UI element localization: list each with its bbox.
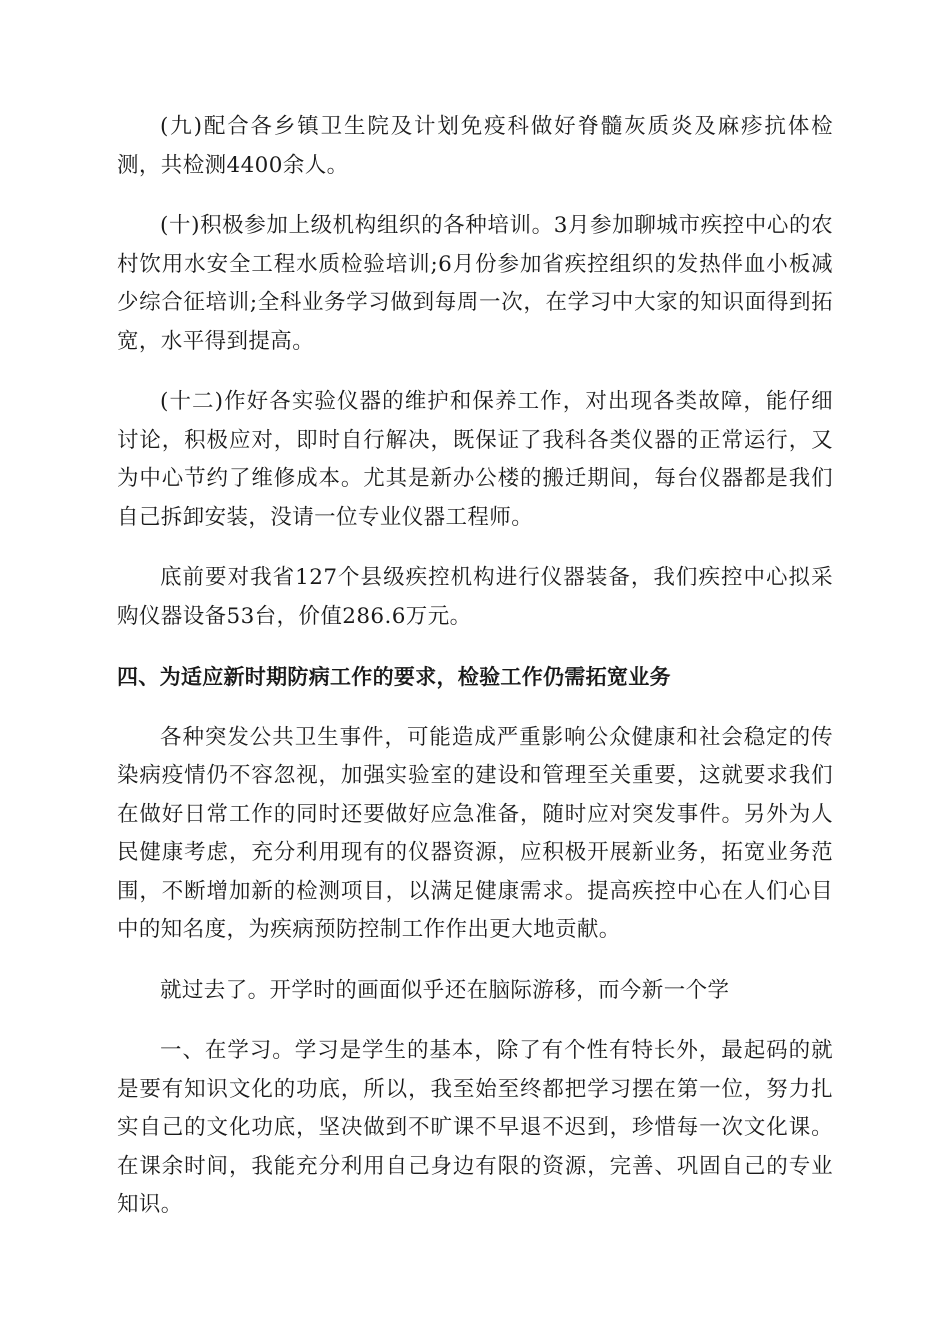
paragraph-equipment: 底前要对我省127个县级疾控机构进行仪器装备，我们疾控中心拟采购仪器设备53台，价值286.6万元。 <box>117 565 833 629</box>
paragraph-public-health: 各种突发公共卫生事件，可能造成严重影响公众健康和社会稳定的传染病疫情仍不容忽视，加强实验室的建设和管理至关重要，这就要求我们在做好日常工作的同时还要做好应急准备，随时应对突发事件。另外为人民健康考虑，充分利用现有的仪器资源，应积极开展新业务，拓宽业务范围，不断增加新的检测项目，以满足健康需求。提高疾控中心在人们心目中的知名度，为疾病预防控制工作作出更大地贡献。 <box>117 724 833 942</box>
paragraph-semester: 就过去了。开学时的画面似乎还在脑际游移，而今新一个学 <box>160 977 730 1003</box>
paragraph-study: 一、在学习。学习是学生的基本，除了有个性有特长外，最起码的就是要有知识文化的功底，所以，我至始至终都把学习摆在第一位，努力扎实自己的文化功底，坚决做到不旷课不早退不迟到，珍惜每一次文化课。在课余时间，我能充分利用自己身边有限的资源，完善、巩固自己的专业知识。 <box>117 1038 833 1217</box>
paragraph-item-9: (九)配合各乡镇卫生院及计划免疫科做好脊髓灰质炎及麻疹抗体检测，共检测4400余人。 <box>117 114 833 178</box>
paragraph-item-10: (十)积极参加上级机构组织的各种培训。3月参加聊城市疾控中心的农村饮用水安全工程水质检验培训;6月份参加省疾控组织的发热伴血小板减少综合征培训;全科业务学习做到每周一次，在学习中大家的知识面得到拓宽，水平得到提高。 <box>117 213 833 354</box>
section-heading-4: 四、为适应新时期防病工作的要求，检验工作仍需拓宽业务 <box>117 665 671 689</box>
paragraph-item-12: (十二)作好各实验仪器的维护和保养工作，对出现各类故障，能仔细讨论，积极应对，即时自行解决，既保证了我科各类仪器的正常运行，又为中心节约了维修成本。尤其是新办公楼的搬迁期间，每台仪器都是我们自己拆卸安装，没请一位专业仪器工程师。 <box>117 389 833 530</box>
document-page <box>117 108 833 1247</box>
